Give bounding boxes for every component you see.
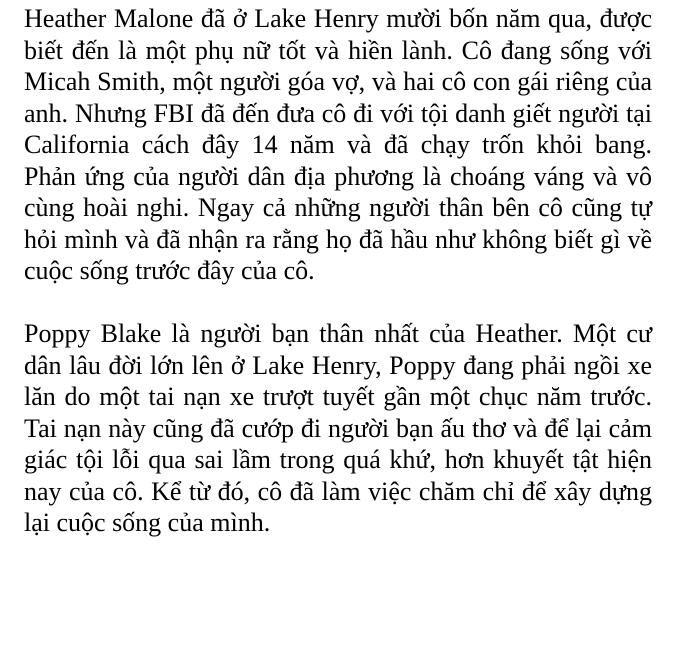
document-body (24, 3, 652, 539)
paragraph-heather-malone: Heather Malone đã ở Lake Henry mười bốn năm qua, được biết đến là một phụ nữ tốt và hiền lành. Cô đang sống với Micah Smith, một người góa vợ, và hai cô con gái riêng của anh. Nhưng FBI đã đến đưa cô đi với tội danh giết người tại California cách đây 14 năm và đã chạy trốn khỏi bang. Phản ứng của người dân địa phương là choáng váng và vô cùng hoài nghi. Ngay cả những người thân bên cô cũng tự hỏi mình và đã nhận ra rằng họ đã hầu như không biết gì về cuộc sống trước đây của cô. (24, 4, 652, 285)
paragraph-poppy-blake: Poppy Blake là người bạn thân nhất của Heather. Một cư dân lâu đời lớn lên ở Lake Henry, Poppy đang phải ngồi xe lăn do một tai nạn xe trượt tuyết gần một chục năm trước. Tai nạn này cũng đã cướp đi người bạn ấu thơ và để lại cảm giác tội lỗi qua sai lầm trong quá khứ, hơn khuyết tật hiện nay của cô. Kể từ đó, cô đã làm việc chăm chỉ để xây dựng lại cuộc sống của mình. (24, 319, 652, 537)
